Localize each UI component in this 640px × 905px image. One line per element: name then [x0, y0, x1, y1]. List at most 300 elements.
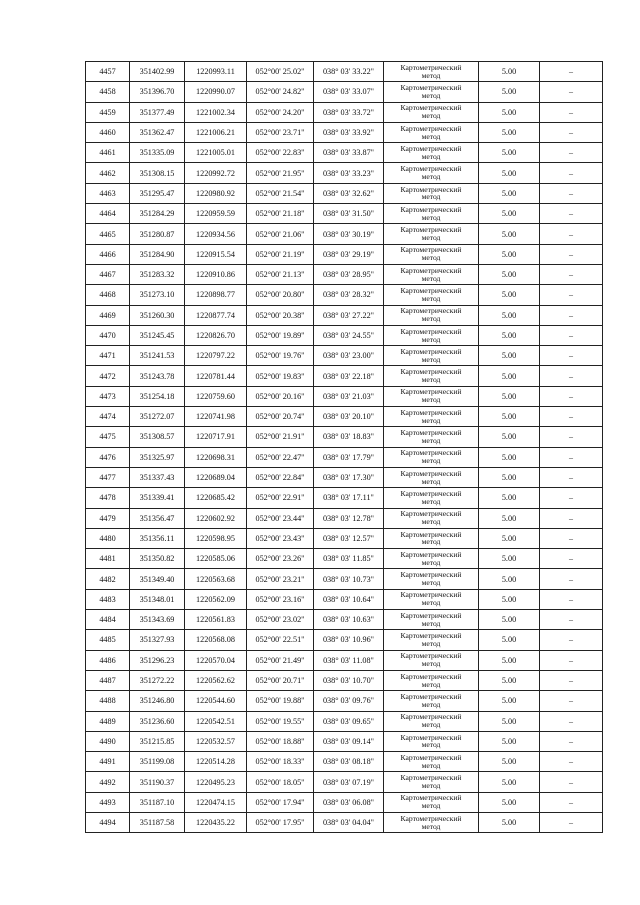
method-line-2: метод [421, 253, 441, 263]
precision-cell: 5.00 [479, 427, 540, 447]
precision-cell: 5.00 [479, 792, 540, 812]
y-coordinate-cell: 1220934.56 [185, 224, 247, 244]
method-cell [384, 163, 479, 183]
precision-cell: 5.00 [479, 711, 540, 731]
y-coordinate-cell: 1220741.98 [185, 407, 247, 427]
latitude-cell: 052°00' 22.51" [247, 630, 314, 650]
method-line-1: Картометрический [400, 428, 462, 438]
point-number-cell: 4484 [86, 610, 130, 630]
latitude-cell: 052°00' 21.54" [247, 183, 314, 203]
note-cell: – [540, 549, 603, 569]
latitude-cell: 052°00' 22.47" [247, 447, 314, 467]
latitude-cell: 052°00' 20.16" [247, 386, 314, 406]
longitude-cell: 038° 03' 24.55" [314, 325, 384, 345]
y-coordinate-cell: 1220474.15 [185, 792, 247, 812]
precision-cell: 5.00 [479, 366, 540, 386]
longitude-cell: 038° 03' 06.08" [314, 792, 384, 812]
point-number-cell: 4472 [86, 366, 130, 386]
method-line-2: метод [421, 395, 441, 405]
precision-cell: 5.00 [479, 630, 540, 650]
point-number-cell: 4469 [86, 305, 130, 325]
longitude-cell: 038° 03' 12.57" [314, 528, 384, 548]
latitude-cell: 052°00' 20.71" [247, 670, 314, 690]
x-coordinate-cell: 351280.87 [130, 224, 185, 244]
y-coordinate-cell: 1220877.74 [185, 305, 247, 325]
point-number-cell: 4483 [86, 589, 130, 609]
method-line-2: метод [421, 354, 441, 364]
longitude-cell: 038° 03' 07.19" [314, 772, 384, 792]
point-number-cell: 4487 [86, 670, 130, 690]
x-coordinate-cell: 351295.47 [130, 183, 185, 203]
table-row [86, 467, 603, 487]
precision-cell: 5.00 [479, 346, 540, 366]
method-cell [384, 569, 479, 589]
x-coordinate-cell: 351187.10 [130, 792, 185, 812]
method-line-1: Картометрический [400, 286, 462, 295]
latitude-cell: 052°00' 23.02" [247, 610, 314, 630]
point-number-cell: 4490 [86, 731, 130, 751]
method-cell [384, 427, 479, 447]
y-coordinate-cell: 1220685.42 [185, 488, 247, 508]
latitude-cell: 052°00' 21.19" [247, 244, 314, 264]
method-line-1: Картометрический [400, 813, 462, 823]
x-coordinate-cell: 351190.37 [130, 772, 185, 792]
x-coordinate-cell: 351325.97 [130, 447, 185, 467]
longitude-cell: 038° 03' 22.18" [314, 366, 384, 386]
method-cell [384, 670, 479, 690]
method-cell [384, 62, 479, 82]
point-number-cell: 4481 [86, 549, 130, 569]
x-coordinate-cell: 351308.57 [130, 427, 185, 447]
precision-cell: 5.00 [479, 772, 540, 792]
y-coordinate-cell: 1220990.07 [185, 82, 247, 102]
point-number-cell: 4460 [86, 122, 130, 142]
method-line-1: Картометрический [400, 529, 462, 539]
note-cell: – [540, 122, 603, 142]
point-number-cell: 4457 [86, 62, 130, 82]
y-coordinate-cell: 1220910.86 [185, 264, 247, 284]
method-cell [384, 244, 479, 264]
precision-cell: 5.00 [479, 812, 540, 832]
method-line-2: метод [421, 598, 441, 608]
y-coordinate-cell: 1220959.59 [185, 204, 247, 224]
longitude-cell: 038° 03' 28.32" [314, 285, 384, 305]
method-line-1: Картометрический [400, 387, 462, 397]
latitude-cell: 052°00' 22.91" [247, 488, 314, 508]
table-row [86, 427, 603, 447]
y-coordinate-cell: 1220689.04 [185, 467, 247, 487]
method-cell [384, 386, 479, 406]
method-line-2: метод [421, 334, 441, 344]
precision-cell: 5.00 [479, 407, 540, 427]
method-line-1: Картометрический [400, 245, 462, 255]
point-number-cell: 4462 [86, 163, 130, 183]
table-row [86, 82, 603, 102]
method-line-2: метод [421, 557, 441, 567]
precision-cell: 5.00 [479, 82, 540, 102]
note-cell: – [540, 589, 603, 609]
latitude-cell: 052°00' 17.94" [247, 792, 314, 812]
method-line-2: метод [421, 659, 441, 669]
latitude-cell: 052°00' 19.88" [247, 691, 314, 711]
note-cell: – [540, 467, 603, 487]
precision-cell: 5.00 [479, 488, 540, 508]
x-coordinate-cell: 351339.41 [130, 488, 185, 508]
note-cell: – [540, 305, 603, 325]
method-line-1: Картометрический [400, 123, 462, 133]
y-coordinate-cell: 1220542.51 [185, 711, 247, 731]
method-line-1: Картометрический [400, 773, 462, 783]
method-line-2: метод [421, 618, 441, 628]
method-line-2: метод [421, 314, 441, 324]
method-cell [384, 305, 479, 325]
latitude-cell: 052°00' 23.44" [247, 508, 314, 528]
method-line-1: Картометрический [400, 793, 462, 803]
x-coordinate-cell: 351272.22 [130, 670, 185, 690]
x-coordinate-cell: 351337.43 [130, 467, 185, 487]
x-coordinate-cell: 351356.47 [130, 508, 185, 528]
method-cell [384, 528, 479, 548]
table-row [86, 264, 603, 284]
point-number-cell: 4464 [86, 204, 130, 224]
x-coordinate-cell: 351199.08 [130, 752, 185, 772]
note-cell: – [540, 62, 603, 82]
y-coordinate-cell: 1220781.44 [185, 366, 247, 386]
latitude-cell: 052°00' 20.38" [247, 305, 314, 325]
y-coordinate-cell: 1220532.57 [185, 731, 247, 751]
precision-cell: 5.00 [479, 467, 540, 487]
method-line-2: метод [421, 172, 441, 182]
method-cell [384, 102, 479, 122]
point-number-cell: 4466 [86, 244, 130, 264]
note-cell: – [540, 792, 603, 812]
table-row [86, 691, 603, 711]
table-row [86, 549, 603, 569]
y-coordinate-cell: 1220561.83 [185, 610, 247, 630]
note-cell: – [540, 264, 603, 284]
precision-cell: 5.00 [479, 183, 540, 203]
y-coordinate-cell: 1220602.92 [185, 508, 247, 528]
method-line-2: метод [421, 476, 441, 486]
x-coordinate-cell: 351241.53 [130, 346, 185, 366]
method-line-2: метод [421, 496, 441, 506]
table-row [86, 508, 603, 528]
method-line-1: Картометрический [400, 549, 462, 559]
x-coordinate-cell: 351335.09 [130, 143, 185, 163]
method-cell [384, 691, 479, 711]
precision-cell: 5.00 [479, 610, 540, 630]
method-cell [384, 772, 479, 792]
y-coordinate-cell: 1220915.54 [185, 244, 247, 264]
y-coordinate-cell: 1221002.34 [185, 102, 247, 122]
table-row [86, 325, 603, 345]
latitude-cell: 052°00' 21.06" [247, 224, 314, 244]
method-line-1: Картометрический [400, 610, 462, 620]
precision-cell: 5.00 [479, 62, 540, 82]
table-row [86, 630, 603, 650]
method-line-2: метод [421, 192, 441, 202]
x-coordinate-cell: 351254.18 [130, 386, 185, 406]
longitude-cell: 038° 03' 11.08" [314, 650, 384, 670]
method-line-2: метод [421, 233, 441, 243]
point-number-cell: 4488 [86, 691, 130, 711]
y-coordinate-cell: 1220568.08 [185, 630, 247, 650]
x-coordinate-cell: 351272.07 [130, 407, 185, 427]
longitude-cell: 038° 03' 10.70" [314, 670, 384, 690]
point-number-cell: 4473 [86, 386, 130, 406]
method-line-2: метод [421, 456, 441, 466]
y-coordinate-cell: 1220598.95 [185, 528, 247, 548]
precision-cell: 5.00 [479, 528, 540, 548]
longitude-cell: 038° 03' 17.79" [314, 447, 384, 467]
method-cell [384, 731, 479, 751]
note-cell: – [540, 163, 603, 183]
method-cell [384, 366, 479, 386]
method-cell [384, 183, 479, 203]
method-cell [384, 650, 479, 670]
table-row [86, 143, 603, 163]
y-coordinate-cell: 1220698.31 [185, 447, 247, 467]
latitude-cell: 052°00' 18.88" [247, 731, 314, 751]
x-coordinate-cell: 351245.45 [130, 325, 185, 345]
latitude-cell: 052°00' 19.55" [247, 711, 314, 731]
point-number-cell: 4494 [86, 812, 130, 832]
point-number-cell: 4461 [86, 143, 130, 163]
point-number-cell: 4475 [86, 427, 130, 447]
method-line-1: Картометрический [400, 184, 462, 194]
longitude-cell: 038° 03' 21.03" [314, 386, 384, 406]
point-number-cell: 4463 [86, 183, 130, 203]
note-cell: – [540, 183, 603, 203]
method-line-2: метод [421, 90, 441, 100]
point-number-cell: 4491 [86, 752, 130, 772]
method-cell [384, 122, 479, 142]
method-cell [384, 325, 479, 345]
x-coordinate-cell: 351396.70 [130, 82, 185, 102]
note-cell: – [540, 82, 603, 102]
method-line-1: Картометрический [400, 346, 462, 356]
x-coordinate-cell: 351187.58 [130, 812, 185, 832]
precision-cell: 5.00 [479, 264, 540, 284]
x-coordinate-cell: 351327.93 [130, 630, 185, 650]
method-line-1: Картометрический [400, 225, 462, 235]
note-cell: – [540, 610, 603, 630]
method-line-2: метод [421, 781, 441, 791]
table-row [86, 650, 603, 670]
latitude-cell: 052°00' 25.02" [247, 62, 314, 82]
method-line-2: метод [421, 415, 441, 425]
table-row [86, 386, 603, 406]
longitude-cell: 038° 03' 17.30" [314, 467, 384, 487]
method-cell [384, 792, 479, 812]
longitude-cell: 038° 03' 20.10" [314, 407, 384, 427]
coordinates-table-container [85, 61, 602, 833]
latitude-cell: 052°00' 21.95" [247, 163, 314, 183]
method-line-1: Картометрический [400, 712, 462, 722]
precision-cell: 5.00 [479, 204, 540, 224]
method-line-2: метод [421, 760, 441, 770]
x-coordinate-cell: 351349.40 [130, 569, 185, 589]
point-number-cell: 4480 [86, 528, 130, 548]
method-line-2: метод [421, 801, 441, 811]
method-cell [384, 346, 479, 366]
method-cell [384, 204, 479, 224]
method-cell [384, 467, 479, 487]
x-coordinate-cell: 351260.30 [130, 305, 185, 325]
precision-cell: 5.00 [479, 752, 540, 772]
y-coordinate-cell: 1220495.23 [185, 772, 247, 792]
point-number-cell: 4468 [86, 285, 130, 305]
latitude-cell: 052°00' 20.74" [247, 407, 314, 427]
method-cell [384, 711, 479, 731]
method-line-2: метод [421, 273, 441, 283]
precision-cell: 5.00 [479, 549, 540, 569]
method-line-1: Картометрический [400, 306, 462, 316]
method-line-2: метод [421, 699, 441, 709]
method-line-1: Картометрический [400, 752, 462, 762]
x-coordinate-cell: 351348.01 [130, 589, 185, 609]
precision-cell: 5.00 [479, 163, 540, 183]
table-row [86, 772, 603, 792]
method-line-1: Картометрический [400, 265, 462, 275]
precision-cell: 5.00 [479, 569, 540, 589]
table-row [86, 285, 603, 305]
longitude-cell: 038° 03' 33.92" [314, 122, 384, 142]
x-coordinate-cell: 351362.47 [130, 122, 185, 142]
table-row [86, 204, 603, 224]
table-row [86, 305, 603, 325]
method-line-1: Картометрический [400, 164, 462, 174]
method-line-1: Картометрический [400, 367, 462, 377]
latitude-cell: 052°00' 18.05" [247, 772, 314, 792]
method-line-1: Картометрический [400, 590, 462, 600]
note-cell: – [540, 711, 603, 731]
method-cell [384, 630, 479, 650]
latitude-cell: 052°00' 24.20" [247, 102, 314, 122]
latitude-cell: 052°00' 22.83" [247, 143, 314, 163]
table-row [86, 731, 603, 751]
longitude-cell: 038° 03' 28.95" [314, 264, 384, 284]
y-coordinate-cell: 1220826.70 [185, 325, 247, 345]
point-number-cell: 4482 [86, 569, 130, 589]
coordinates-table [85, 61, 603, 833]
table-row [86, 488, 603, 508]
method-line-1: Картометрический [400, 732, 462, 742]
method-cell [384, 447, 479, 467]
x-coordinate-cell: 351273.10 [130, 285, 185, 305]
method-line-1: Картометрический [400, 448, 462, 458]
y-coordinate-cell: 1220585.06 [185, 549, 247, 569]
note-cell: – [540, 691, 603, 711]
method-cell [384, 549, 479, 569]
method-line-2: метод [421, 720, 441, 730]
method-line-1: Картометрический [400, 509, 462, 519]
y-coordinate-cell: 1220898.77 [185, 285, 247, 305]
point-number-cell: 4476 [86, 447, 130, 467]
method-cell [384, 508, 479, 528]
method-cell [384, 224, 479, 244]
y-coordinate-cell: 1220435.22 [185, 812, 247, 832]
longitude-cell: 038° 03' 33.07" [314, 82, 384, 102]
longitude-cell: 038° 03' 23.00" [314, 346, 384, 366]
point-number-cell: 4478 [86, 488, 130, 508]
point-number-cell: 4485 [86, 630, 130, 650]
x-coordinate-cell: 351284.90 [130, 244, 185, 264]
note-cell: – [540, 325, 603, 345]
precision-cell: 5.00 [479, 325, 540, 345]
x-coordinate-cell: 351350.82 [130, 549, 185, 569]
y-coordinate-cell: 1220544.60 [185, 691, 247, 711]
point-number-cell: 4492 [86, 772, 130, 792]
method-line-1: Картометрический [400, 651, 462, 661]
precision-cell: 5.00 [479, 285, 540, 305]
x-coordinate-cell: 351402.99 [130, 62, 185, 82]
longitude-cell: 038° 03' 09.65" [314, 711, 384, 731]
method-cell [384, 610, 479, 630]
method-line-2: метод [421, 537, 441, 547]
method-line-1: Картометрический [400, 62, 462, 72]
note-cell: – [540, 386, 603, 406]
latitude-cell: 052°00' 23.43" [247, 528, 314, 548]
latitude-cell: 052°00' 23.26" [247, 549, 314, 569]
longitude-cell: 038° 03' 09.76" [314, 691, 384, 711]
latitude-cell: 052°00' 19.83" [247, 366, 314, 386]
longitude-cell: 038° 03' 33.72" [314, 102, 384, 122]
precision-cell: 5.00 [479, 670, 540, 690]
longitude-cell: 038° 03' 10.73" [314, 569, 384, 589]
table-row [86, 183, 603, 203]
table-row [86, 528, 603, 548]
method-line-1: Картометрический [400, 83, 462, 93]
table-row [86, 610, 603, 630]
point-number-cell: 4470 [86, 325, 130, 345]
note-cell: – [540, 528, 603, 548]
latitude-cell: 052°00' 23.71" [247, 122, 314, 142]
longitude-cell: 038° 03' 27.22" [314, 305, 384, 325]
table-row [86, 670, 603, 690]
y-coordinate-cell: 1220570.04 [185, 650, 247, 670]
latitude-cell: 052°00' 21.49" [247, 650, 314, 670]
latitude-cell: 052°00' 20.80" [247, 285, 314, 305]
y-coordinate-cell: 1220993.11 [185, 62, 247, 82]
precision-cell: 5.00 [479, 650, 540, 670]
method-line-1: Картометрический [400, 468, 462, 478]
table-row [86, 711, 603, 731]
precision-cell: 5.00 [479, 386, 540, 406]
precision-cell: 5.00 [479, 224, 540, 244]
longitude-cell: 038° 03' 08.18" [314, 752, 384, 772]
longitude-cell: 038° 03' 33.23" [314, 163, 384, 183]
note-cell: – [540, 143, 603, 163]
method-line-2: метод [421, 212, 441, 222]
note-cell: – [540, 569, 603, 589]
method-line-2: метод [421, 111, 441, 121]
table-row [86, 366, 603, 386]
method-line-2: метод [421, 638, 441, 648]
y-coordinate-cell: 1220514.28 [185, 752, 247, 772]
note-cell: – [540, 204, 603, 224]
note-cell: – [540, 772, 603, 792]
method-line-2: метод [421, 293, 441, 303]
latitude-cell: 052°00' 21.91" [247, 427, 314, 447]
method-cell [384, 82, 479, 102]
x-coordinate-cell: 351283.32 [130, 264, 185, 284]
table-row [86, 244, 603, 264]
precision-cell: 5.00 [479, 731, 540, 751]
point-number-cell: 4477 [86, 467, 130, 487]
method-line-2: метод [421, 70, 441, 80]
x-coordinate-cell: 351215.85 [130, 731, 185, 751]
